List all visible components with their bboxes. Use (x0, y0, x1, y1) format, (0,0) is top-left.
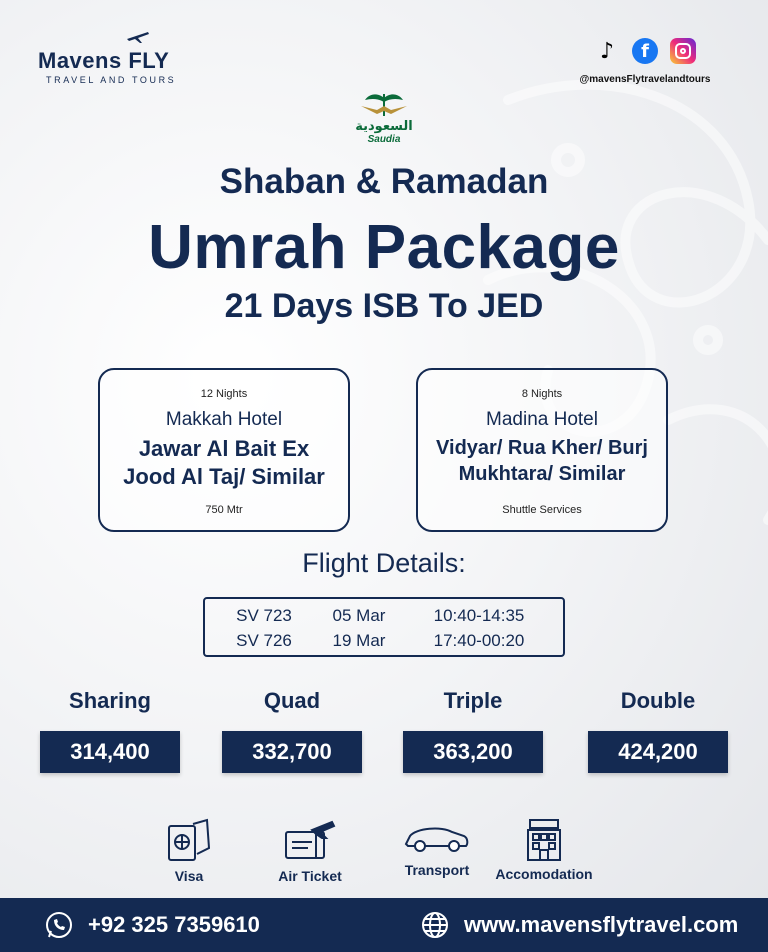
instagram-icon[interactable] (670, 38, 696, 64)
makkah-hotel-card (98, 368, 350, 532)
route-title: 21 Days ISB To JED (224, 287, 544, 325)
brand-name: Mavens FLY (38, 48, 170, 73)
social-links (570, 38, 720, 85)
price-quad (222, 687, 362, 773)
price-label: Quad (263, 688, 321, 713)
hotel-name-line: Mukhtara/ Similar (458, 463, 626, 485)
hotel-nights: 12 Nights (200, 388, 248, 400)
phone-number[interactable]: +92 325 7359610 (88, 912, 260, 937)
service-label: Accomodation (495, 866, 593, 882)
hotel-city: Madina Hotel (486, 409, 598, 430)
hotel-name-line: Jood Al Taj/ Similar (123, 464, 325, 489)
car-icon (402, 818, 472, 858)
hotel-names (418, 435, 666, 487)
flight-details-heading: Flight Details: (302, 548, 466, 578)
flight-number: SV 723 (236, 605, 292, 625)
social-handle[interactable]: @mavensFlytravelandtours (579, 74, 711, 85)
service-label: Air Ticket (278, 868, 342, 884)
service-label: Visa (174, 868, 204, 884)
service-label: Transport (404, 862, 470, 878)
footer-bar (0, 898, 768, 952)
price-value: 314,400 (40, 731, 180, 773)
hotel-name-line: Vidyar/ Rua Kher/ Burj (436, 437, 648, 459)
brand-logo (38, 34, 188, 85)
main-title: Umrah Package (148, 213, 620, 282)
hotel-nights: 8 Nights (521, 388, 563, 400)
price-value: 424,200 (588, 731, 728, 773)
hotel-icon (524, 818, 564, 862)
tiktok-icon[interactable]: ♪ (599, 38, 615, 64)
flight-date: 05 Mar (332, 605, 386, 625)
service-transport (382, 818, 492, 878)
hotel-note: 750 Mtr (205, 504, 243, 516)
flight-time: 10:40-14:35 (433, 605, 525, 625)
hotel-names (100, 435, 348, 491)
subtitle-season: Shaban & Ramadan (219, 162, 549, 201)
price-value: 332,700 (222, 731, 362, 773)
flight-details-table (203, 597, 565, 657)
facebook-icon[interactable]: f (632, 38, 658, 64)
hotel-city: Makkah Hotel (165, 409, 283, 430)
website-url[interactable]: www.mavensflytravel.com (464, 912, 739, 937)
ticket-icon (282, 818, 338, 864)
hotel-note: Shuttle Services (502, 504, 582, 516)
flight-date: 19 Mar (332, 630, 386, 650)
airline-name-arabic: السعودية (355, 119, 413, 134)
globe-icon (420, 910, 450, 940)
airline-logo (0, 90, 768, 145)
price-label: Double (620, 688, 696, 713)
hotel-name-line: Jawar Al Bait Ex (138, 436, 310, 461)
price-double (588, 687, 728, 773)
brand-tagline: TRAVEL AND TOURS (46, 75, 177, 85)
flight-row (205, 603, 563, 628)
price-triple (403, 687, 543, 773)
price-sharing (40, 687, 180, 773)
service-accomodation (490, 818, 598, 882)
flight-row (205, 628, 563, 653)
airline-name: Saudia (367, 134, 401, 145)
price-label: Sharing (69, 688, 151, 713)
passport-icon (165, 818, 213, 864)
saudia-palm-icon (359, 90, 409, 120)
service-visa (134, 818, 244, 884)
flight-number: SV 726 (236, 630, 292, 650)
footer-phone[interactable] (44, 910, 260, 940)
service-air-ticket (255, 818, 365, 884)
plane-icon (126, 30, 150, 44)
whatsapp-icon (44, 910, 74, 940)
price-value: 363,200 (403, 731, 543, 773)
price-label: Triple (443, 688, 503, 713)
footer-website[interactable] (420, 910, 738, 940)
flight-time: 17:40-00:20 (433, 630, 525, 650)
madina-hotel-card (416, 368, 668, 532)
